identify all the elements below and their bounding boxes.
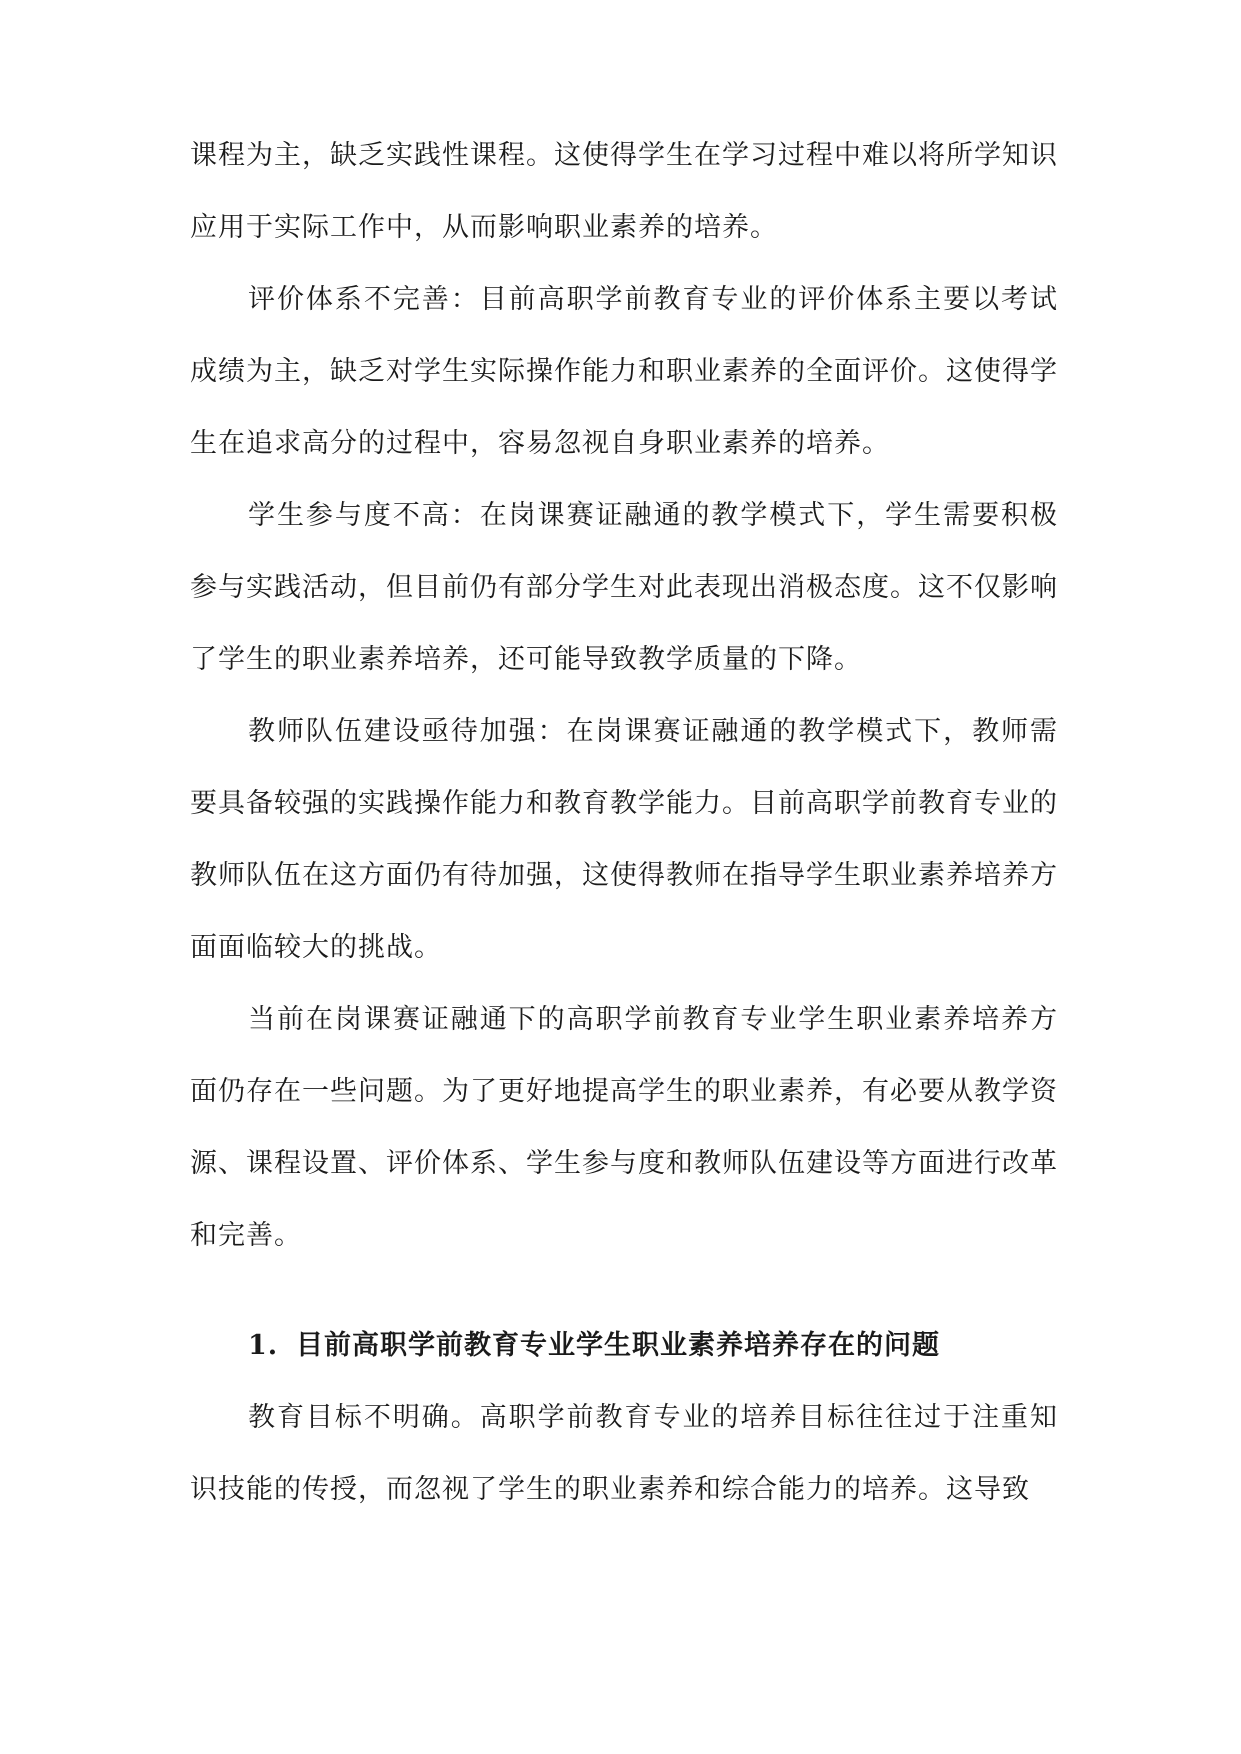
paragraph-student-participation: 学生参与度不高：在岗课赛证融通的教学模式下，学生需要积极参与实践活动，但目前仍有部分学生对此表现出消极态度。这不仅影响了学生的职业素养培养，还可能导致教学质量的下降。 [190,500,1058,675]
section-heading-title: 目前高职学前教育专业学生职业素养培养存在的问题 [296,1330,940,1361]
paragraph-course-continuation: 课程为主，缺乏实践性课程。这使得学生在学习过程中难以将所学知识应用于实际工作中，从而影响职业素养的培养。 [190,140,1058,243]
section-heading [190,1310,1058,1382]
document-body [190,120,1058,1526]
paragraph-education-goal: 教育目标不明确。高职学前教育专业的培养目标往往过于注重知识技能的传授，而忽视了学生的职业素养和综合能力的培养。这导致 [190,1402,1058,1505]
paragraph-summary: 当前在岗课赛证融通下的高职学前教育专业学生职业素养培养方面仍存在一些问题。为了更好地提高学生的职业素养，有必要从教学资源、课程设置、评价体系、学生参与度和教师队伍建设等方面进行改革和完善。 [190,1004,1058,1251]
paragraph-evaluation-system: 评价体系不完善：目前高职学前教育专业的评价体系主要以考试成绩为主，缺乏对学生实际操作能力和职业素养的全面评价。这使得学生在追求高分的过程中，容易忽视自身职业素养的培养。 [190,284,1058,459]
paragraph-teacher-team: 教师队伍建设亟待加强：在岗课赛证融通的教学模式下，教师需要具备较强的实践操作能力和教育教学能力。目前高职学前教育专业的教师队伍在这方面仍有待加强，这使得教师在指导学生职业素养培养方面面临较大的挑战。 [190,716,1058,963]
section-heading-number: 1. [248,1330,279,1361]
